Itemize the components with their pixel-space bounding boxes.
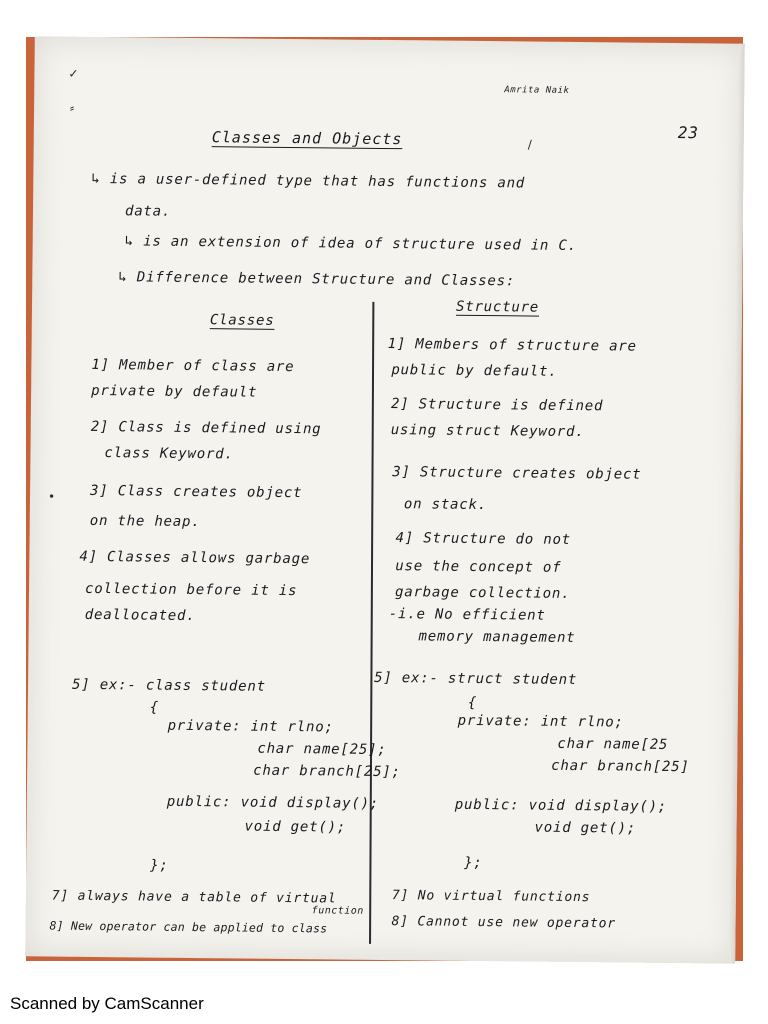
scribble-mark: ⸗	[70, 100, 75, 115]
class-example-line: void get();	[244, 818, 347, 836]
structure-point: 4] Structure do not	[395, 530, 572, 548]
structure-point: 1] Members of structure are	[387, 336, 637, 355]
scanner-watermark: Scanned by CamScanner	[10, 994, 204, 1013]
author-name: Amrita Naik	[504, 85, 570, 96]
struct-bottom-note: 7] No virtual functions	[391, 888, 591, 906]
class-example-line: public: void display();	[166, 793, 380, 812]
structure-point: 2] Structure is defined	[390, 396, 604, 415]
class-example-line: char name[25];	[257, 740, 387, 759]
struct-example-line: };	[464, 854, 483, 872]
class-example-line: {	[149, 699, 160, 716]
struct-bottom-note: 8] Cannot use new operator	[391, 914, 616, 932]
structure-point: using struct Keyword.	[390, 422, 585, 441]
classes-point: 2] Class is defined using	[90, 418, 322, 438]
struct-example-line: void get();	[534, 819, 637, 837]
intro-line: ↳ Difference between Structure and Classes:	[118, 269, 516, 290]
classes-heading: Classes	[209, 312, 275, 329]
column-divider	[369, 302, 374, 944]
classes-point: on the heap.	[89, 512, 201, 531]
structure-point: on stack.	[403, 496, 488, 514]
page-title: Classes and Objects	[211, 128, 403, 149]
classes-point: class Keyword.	[104, 445, 234, 463]
page-number: 23	[677, 123, 699, 143]
class-bottom-note: function	[311, 905, 364, 917]
structure-point: garbage collection.	[394, 584, 571, 602]
dot-mark: •	[47, 489, 56, 504]
class-example-line: };	[150, 857, 169, 874]
structure-point: public by default.	[391, 362, 558, 380]
notebook-page	[25, 36, 745, 963]
classes-point: deallocated.	[84, 606, 196, 625]
intro-line: ↳ is a user-defined type that has functions and	[91, 170, 526, 192]
classes-point: 3] Class creates object	[89, 482, 303, 502]
struct-example-line: char name[25	[557, 735, 669, 753]
class-example-line: private: int rlno;	[167, 717, 334, 736]
structure-point: 3] Structure creates object	[392, 464, 642, 483]
class-example-line: char branch[25];	[253, 762, 401, 781]
structure-point: -i.e No efficient	[388, 606, 546, 624]
classes-point: 4] Classes allows garbage	[79, 548, 311, 568]
classes-point: collection before it is	[84, 580, 298, 600]
structure-heading: Structure	[455, 298, 540, 316]
intro-line: ↳ is an extension of idea of structure used in C.	[124, 233, 577, 254]
class-bottom-note: 8] New operator can be applied to class	[49, 918, 328, 936]
structure-point: memory management	[418, 628, 576, 647]
struct-example-line: private: int rlno;	[457, 712, 624, 731]
struct-example-line: public: void display();	[454, 796, 668, 815]
struct-example-line: {	[467, 694, 478, 711]
classes-point: 1] Member of class are	[91, 356, 295, 376]
class-example-line: 5] ex:- class student	[71, 676, 266, 695]
classes-point: private by default	[91, 382, 258, 401]
struct-example-line: 5] ex:- struct student	[374, 669, 578, 689]
struct-example-line: char branch[25]	[551, 757, 690, 776]
scribble-mark: ✓	[68, 66, 79, 81]
tick-mark: /	[527, 137, 532, 152]
class-bottom-note: 7] always have a table of virtual	[51, 888, 337, 907]
intro-line: data.	[124, 203, 172, 220]
structure-point: use the concept of	[395, 558, 562, 576]
